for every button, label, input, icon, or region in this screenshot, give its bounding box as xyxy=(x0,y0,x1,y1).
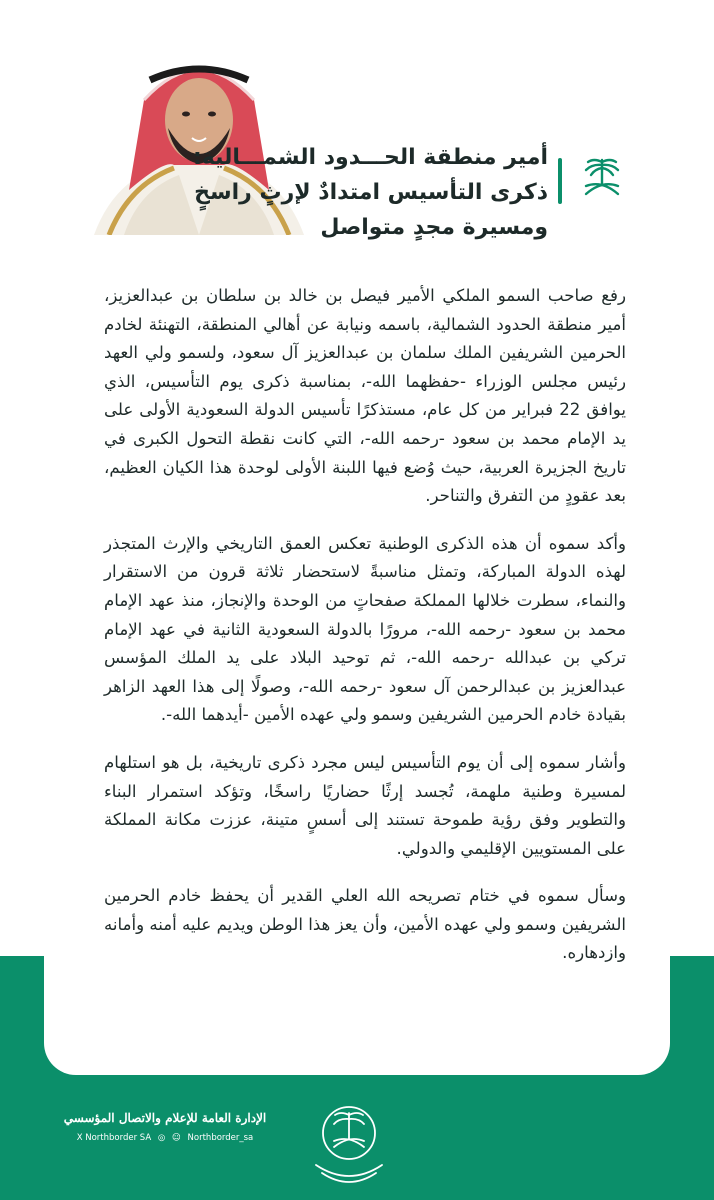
region-emblem-icon xyxy=(304,1095,394,1190)
title-accent-bar xyxy=(558,158,562,204)
instagram-handle[interactable]: Northborder_sa xyxy=(187,1133,254,1143)
instagram-icon: ◎ xyxy=(157,1133,166,1143)
paragraph: رفع صاحب السمو الملكي الأمير فيصل بن خالد بن سلطان بن عبدالعزيز، أمير منطقة الحدود الشمالية، باسمه ونيابة عن أهالي المنطقة، التهنئة لخادم الحرمين الشريفين الملك سلمان بن عبدالعزيز آل سعود، ولسمو ولي العهد رئيس مجلس الوزراء -حفظهما الله-، بمناسبة ذكرى يوم التأسيس، الذي يوافق 22 فبراير من كل عام، مستذكرًا تأسيس الدولة السعودية الأولى على يد الإمام محمد بن سعود -رحمه الله-، التي كانت نقطة التحول الكبرى في تاريخ الجزيرة العربية، حيث وُضع فيها اللبنة الأولى لوحدة هذا الكيان العظيم، بعد عقودٍ من التفرق والتناحر. xyxy=(104,286,627,506)
article-body xyxy=(104,282,626,987)
title-line: ومسيرة مجدٍ متواصل xyxy=(320,215,548,240)
brand-name: الإدارة العامة للإعلام والاتصال المؤسسي xyxy=(63,1111,267,1125)
content-card xyxy=(44,0,670,1075)
header xyxy=(44,0,670,260)
social-handles xyxy=(60,1132,270,1144)
title-line: أمير منطقة الحـــدود الشمـــالية: xyxy=(192,145,548,170)
title-line: ذكرى التأسيس امتدادٌ لإرثٍ راسخٍ xyxy=(194,180,548,205)
paragraph: وأشار سموه إلى أن يوم التأسيس ليس مجرد ذكرى تاريخية، بل هو استلهام لمسيرة وطنية ملهمة، تُجسد إرثًا حضاريًا راسخًا، وتؤكد استمرار البناء والتطوير وفق رؤية طموحة تستند إلى أسسٍ متينة، عززت مكانة المملكة على المستويين الإقليمي والدولي. xyxy=(104,752,626,858)
x-handle[interactable]: X Northborder SA xyxy=(76,1133,152,1143)
paragraph: وأكد سموه أن هذه الذكرى الوطنية تعكس العمق التاريخي والإرث المتجذر لهذه الدولة المباركة، وتمثل مناسبةً لاستحضار ثلاثة قرون من الاستقرار والنماء، سطرت خلالها المملكة صفحاتٍ من الوحدة والإنجاز، منذ عهد الإمام محمد بن سعود -رحمه الله-، مرورًا بالدولة السعودية الثانية في عهد الإمام تركي بن عبدالله -رحمه الله-، ثم توحيد البلاد على يد الملك المؤسس عبدالعزيز بن عبدالرحمن آل سعود -رحمه الله-، وصولًا إلى هذا العهد الزاهر بقيادة خادم الحرمين الشريفين وسمو ولي عهده الأمين -أيدهما الله-. xyxy=(104,533,626,725)
paragraph: وسأل سموه في ختام تصريحه الله العلي القدير أن يحفظ خادم الحرمين الشريفين وسمو ولي عهده الأمين، وأن يعز هذا الوطن ويديم عليه أمنه وأمانه وازدهاره. xyxy=(104,886,626,963)
saudi-emblem-icon xyxy=(574,150,630,206)
snapchat-icon: ☺ xyxy=(171,1133,181,1143)
page-title xyxy=(192,140,548,245)
footer-brand xyxy=(60,1110,270,1144)
